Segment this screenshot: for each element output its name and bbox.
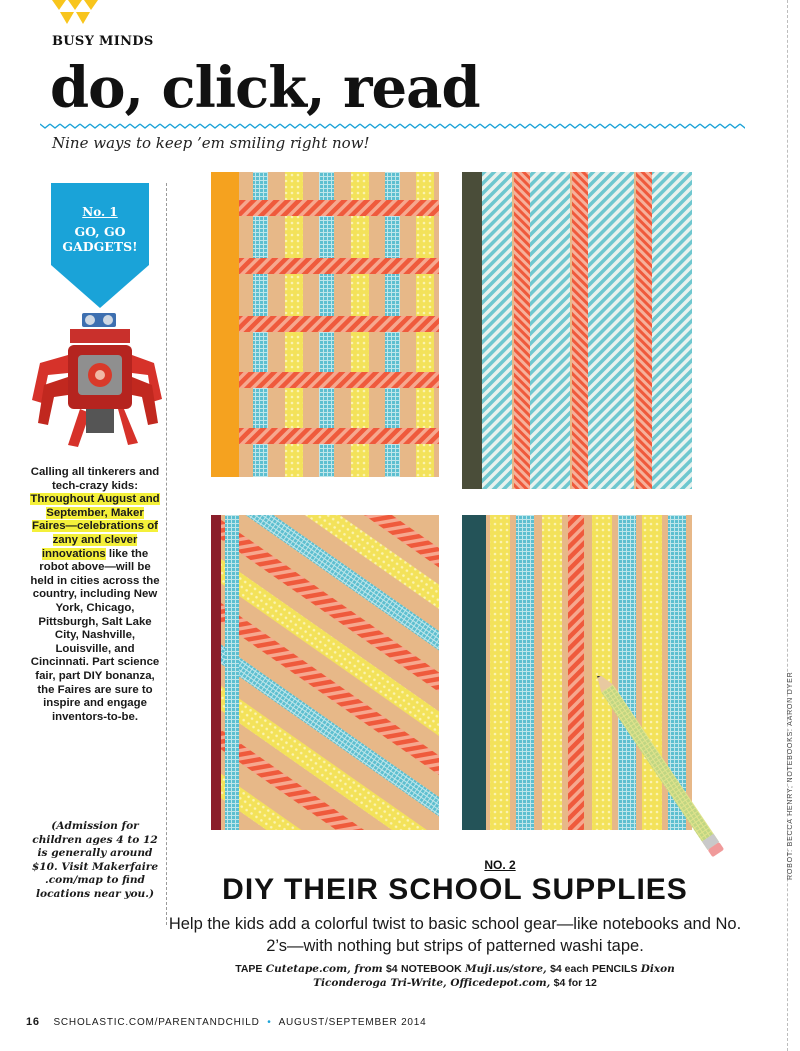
sidebar-body — [28, 466, 162, 724]
credit-notebook-label: NOTEBOOK — [400, 963, 462, 975]
sidebar-highlight: Throughout August and September, Maker Faires—celebrations of zany and clever innovations — [30, 493, 160, 560]
notebook-diagonal — [211, 515, 439, 830]
credit-tape-price: $4 — [385, 963, 398, 975]
footer-dot-separator: • — [267, 1017, 272, 1028]
sidebar-intro: Calling all tinkerers and tech-crazy kids: — [30, 466, 160, 492]
sidebar-banner — [51, 183, 149, 308]
credit-pencils-price: $4 for 12 — [553, 977, 597, 989]
pencil-image — [580, 676, 750, 876]
sidebar-note: (Admission for children ages 4 to 12 is generally around $10. Visit Makerfaire .com/map to find locations near you.) — [31, 820, 159, 900]
footer-issue: AUGUST/SEPTEMBER 2014 — [278, 1017, 427, 1028]
footer-site-link[interactable]: SCHOLASTIC.COM/PARENTANDCHILD — [53, 1017, 260, 1028]
credit-pencils-text-2: Ticonderoga Tri-Write, Officedepot.com, — [313, 977, 551, 989]
page-subtitle: Nine ways to keep ’em smiling right now! — [52, 134, 370, 152]
sidebar-title-line1: GO, GO — [74, 224, 126, 239]
story-body: Help the kids add a colorful twist to basic school gear—like notebooks and No. 2’s—with nothing but strips of patterned washi tape. — [168, 915, 742, 955]
page-number: 16 — [26, 1016, 40, 1028]
photo-credit: ROBOT: BECCA HENRY; NOTEBOOKS: AARON DYER — [787, 671, 794, 880]
sidebar-title-line2: GADGETS! — [62, 239, 138, 254]
credit-pencils-label: PENCILS — [591, 963, 638, 975]
product-credits — [200, 962, 710, 990]
story-number: NO. 2 — [484, 858, 516, 872]
zigzag-divider — [40, 121, 745, 131]
sidebar-number: No. 1 — [82, 205, 118, 219]
credit-tape-text: Cutetape.com, from — [265, 963, 383, 975]
notebook-plaid — [211, 172, 439, 477]
credit-tape-label: TAPE — [235, 963, 263, 975]
page-headline: do, click, read — [50, 55, 480, 121]
page-footer — [26, 1016, 427, 1028]
robot-image — [30, 305, 165, 455]
credit-notebook-text: Muji.us/store, — [465, 963, 547, 975]
sidebar-rest: like the robot above—will be held in cities across the country, including New York, Chicago, Pittsburgh, Salt Lake City, Nashville, Louisville, and Cincinnati. Part science fair, part DIY bonanza, the Faires are sure to inspire and engage inventors-to-be. — [30, 547, 160, 723]
credit-notebook-price: $4 each — [550, 963, 589, 975]
story-title: DIY THEIR SCHOOL SUPPLIES — [222, 873, 688, 906]
banner-text — [51, 205, 149, 254]
section-label: BUSY MINDS — [52, 34, 154, 49]
triangle-logo-icon — [52, 0, 98, 26]
sidebar-divider — [166, 183, 167, 925]
credit-pencils-text-1: Dixon — [640, 963, 675, 975]
crop-line — [787, 0, 788, 1051]
notebook-stripes — [462, 172, 692, 489]
